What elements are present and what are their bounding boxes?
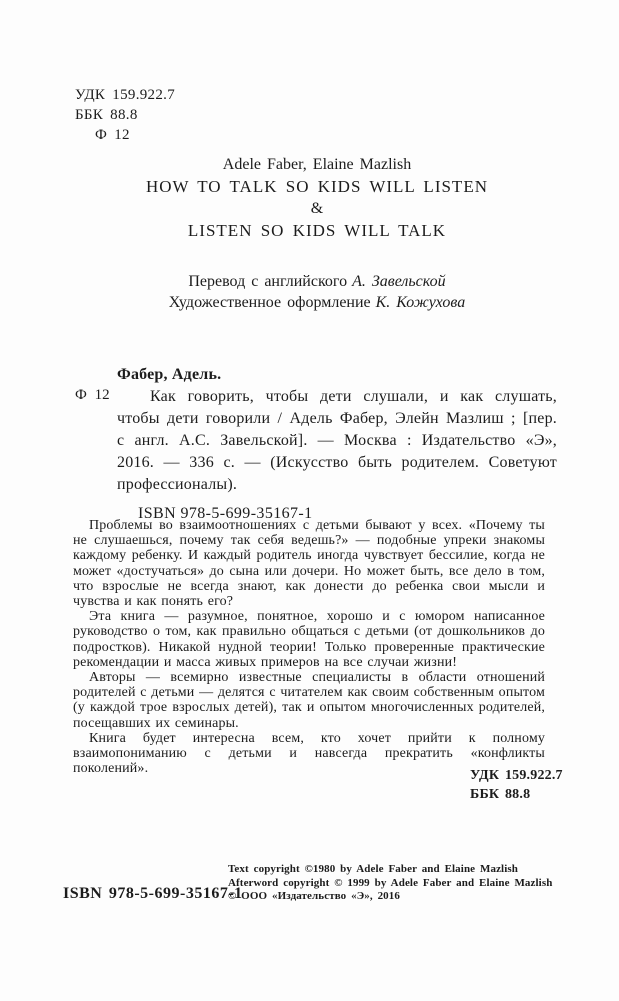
- catalog-description: Как говорить, чтобы дети слушали, и как слушать, чтобы дети говорили / Адель Фабер, Элейн Мазлиш ; [пер. с англ. А.С. Завельской]. — Москва : Издательство «Э», 2016. — 336 с. — (Искусство быть родителем. Советуют профессионалы).: [117, 388, 557, 493]
- catalog-author-heading: Фабер, Адель.: [117, 366, 222, 383]
- bbk-code: ББК 88.8: [75, 107, 138, 123]
- translation-credit: [67, 271, 567, 292]
- top-codes: [75, 85, 175, 145]
- copyright-block: [228, 863, 552, 904]
- catalog-isbn: ISBN 978-5-699-35167-1: [138, 505, 313, 522]
- author-sign: Ф 12: [95, 127, 130, 143]
- translation-label: Перевод с английского: [188, 273, 348, 290]
- title-line-1: HOW TO TALK SO KIDS WILL LISTEN: [146, 177, 488, 196]
- title-block: [67, 154, 567, 242]
- translator-name: А. Завельской: [352, 273, 446, 290]
- catalog-entry: [75, 364, 557, 523]
- bottom-bbk-code: ББК 88.8: [470, 787, 531, 802]
- design-label: Художественное оформление: [168, 294, 371, 311]
- bottom-udk-code: УДК 159.922.7: [470, 768, 563, 783]
- annotation-block: [73, 518, 545, 776]
- authors-line: Adele Faber, Elaine Mazlish: [222, 156, 412, 173]
- annotation-paragraph-4: Книга будет интересна всем, кто хочет прийти к полному взаимопониманию с детьми и навсегда прекратить «конфликты поколений».: [73, 730, 545, 777]
- copyright-line-publisher: © ООО «Издательство «Э», 2016: [228, 890, 400, 902]
- ampersand: &: [310, 200, 324, 217]
- credits-block: [67, 271, 567, 313]
- catalog-body: [75, 386, 557, 496]
- catalog-author-sign: Ф 12: [75, 387, 110, 403]
- title-line-2: LISTEN SO KIDS WILL TALK: [187, 221, 447, 240]
- annotation-paragraph-3: Авторы — всемирно известные специалисты в области отношений родителей с детьми — делятся с читателем как своим собственным опытом (у каждой трое взрослых детей), так и опытом многочисленных родителей, посещавших их семинары.: [73, 670, 545, 731]
- footer-isbn: ISBN 978-5-699-35167-1: [63, 885, 243, 902]
- designer-name: К. Кожухова: [375, 294, 466, 311]
- copyright-line-afterword: Afterword copyright © 1999 by Adele Faber and Elaine Mazlish: [228, 876, 553, 889]
- udk-code: УДК 159.922.7: [75, 87, 175, 103]
- bottom-codes: [470, 766, 563, 804]
- annotation-paragraph-2: Эта книга — разумное, понятное, хорошо и с юмором написанное руководство о том, как правильно общаться с детьми (от дошкольников до подростков). Никакой нудной теории! Только проверенные практические рекомендации и масса живых примеров на все случаи жизни!: [73, 609, 545, 670]
- design-credit: [67, 292, 567, 313]
- annotation-paragraph-1: Проблемы во взаимоотношениях с детьми бывают у всех. «Почему ты не слушаешься, почему так себя ведешь?» — подобные упреки знакомы каждому ребенку. И каждый родитель иногда чувствует бессилие, когда не может «достучаться» до сына или дочери. Но может быть, все дело в том, что взрослые не всегда знают, как донести до ребенка свои мысли и чувства и как понять его?: [73, 518, 545, 610]
- copyright-line-text: Text copyright ©1980 by Adele Faber and Elaine Mazlish: [228, 863, 518, 875]
